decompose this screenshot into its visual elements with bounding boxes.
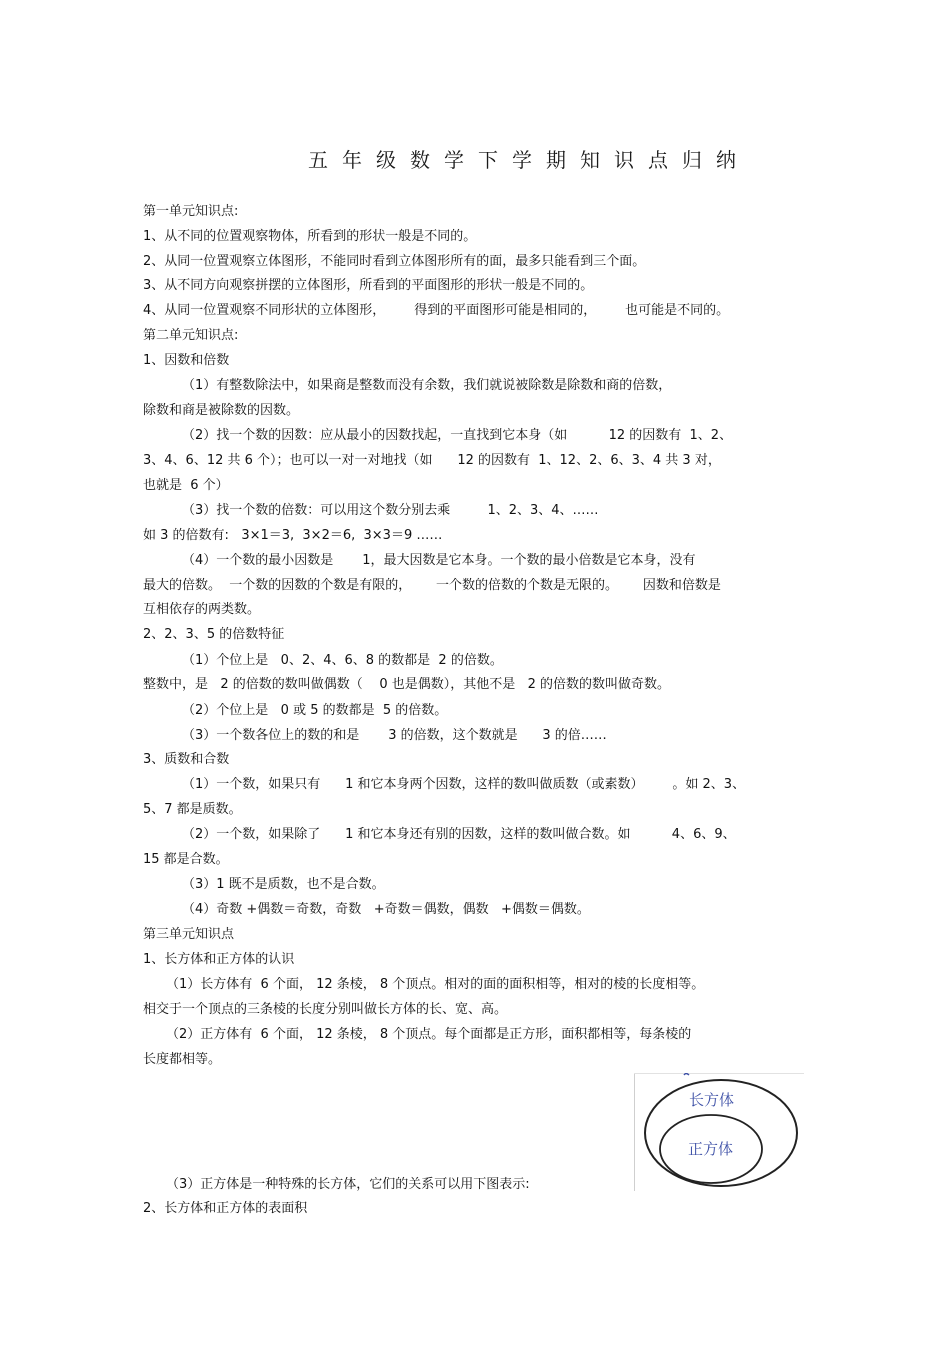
body-line: （3）1 既不是质数，也不是合数。: [182, 877, 385, 892]
body-line: 第二单元知识点:: [143, 328, 239, 343]
diagram-mark: [684, 1074, 689, 1076]
body-line: 3、质数和合数: [143, 752, 230, 767]
body-line: （3）一个数各位上的数的和是 3 的倍数，这个数就是 3 的倍……: [182, 728, 607, 743]
body-line: 相交于一个顶点的三条棱的长度分别叫做长方体的长、宽、高。: [143, 1002, 508, 1017]
body-line: （1）有整数除法中，如果商是整数而没有余数，我们就说被除数是除数和商的倍数，: [182, 378, 672, 393]
body-line: 2、长方体和正方体的表面积: [143, 1201, 308, 1216]
body-line: 第一单元知识点:: [143, 204, 239, 219]
body-line: （2）一个数，如果除了 1 和它本身还有别的因数，这样的数叫做合数。如 4、6、9、: [182, 827, 736, 842]
cuboid-cube-venn-diagram: [634, 1073, 804, 1191]
body-line: （2）找一个数的因数：应从最小的因数找起，一直找到它本身（如 12 的因数有 1、2、: [182, 428, 733, 443]
body-line: （2）个位上是 0 或 5 的数都是 5 的倍数。: [182, 703, 448, 718]
body-line: （3）正方体是一种特殊的长方体，它们的关系可以用下图表示:: [166, 1177, 530, 1192]
body-line: （1）一个数，如果只有 1 和它本身两个因数，这样的数叫做质数（或素数） 。如 2、3、: [182, 777, 746, 792]
body-line: 3、4、6、12 共 6 个）；也可以一对一对地找（如 12 的因数有 1、12、2、6、3、4 共 3 对，: [143, 453, 721, 468]
body-line: （4）奇数 +偶数＝奇数，奇数 +奇数＝偶数，偶数 +偶数＝偶数。: [182, 902, 590, 917]
body-line: 1、因数和倍数: [143, 353, 230, 368]
body-line: 2、从同一位置观察立体图形，不能同时看到立体图形所有的面，最多只能看到三个面。: [143, 254, 646, 269]
body-line: （3）找一个数的倍数：可以用这个数分别去乘 1、2、3、4、……: [182, 503, 599, 518]
body-line: 5、7 都是质数。: [143, 802, 242, 817]
body-line: 整数中，是 2 的倍数的数叫做偶数（ 0 也是偶数），其他不是 2 的倍数的数叫做奇数。: [143, 677, 671, 692]
body-line: 1、长方体和正方体的认识: [143, 952, 295, 967]
body-line: 2、2、3、5 的倍数特征: [143, 627, 285, 642]
body-line: 除数和商是被除数的因数。: [143, 403, 300, 418]
cube-label: 正方体: [688, 1140, 734, 1158]
body-line: 最大的倍数。 一个数的因数的个数是有限的， 一个数的倍数的个数是无限的。 因数和倍数是: [143, 578, 721, 593]
body-line: 互相依存的两类数。: [143, 602, 261, 617]
body-line: （4）一个数的最小因数是 1，最大因数是它本身。一个数的最小倍数是它本身，没有: [182, 553, 696, 568]
body-line: 第三单元知识点: [143, 927, 235, 942]
body-line: 长度都相等。: [143, 1052, 222, 1067]
body-line: （2）正方体有 6 个面， 12 条棱， 8 个顶点。每个面都是正方形，面积都相等，每条棱的: [166, 1027, 692, 1042]
body-line: 1、从不同的位置观察物体，所看到的形状一般是不同的。: [143, 229, 477, 244]
body-line: （1）长方体有 6 个面， 12 条棱， 8 个顶点。相对的面的面积相等，相对的棱的长度相等。: [166, 977, 705, 992]
body-line: 也就是 6 个）: [143, 478, 229, 493]
body-line: 4、从同一位置观察不同形状的立体图形， 得到的平面图形可能是相同的， 也可能是不同的。: [143, 303, 730, 318]
cuboid-label: 长方体: [689, 1091, 735, 1109]
body-line: 15 都是合数。: [143, 852, 229, 867]
body-line: （1）个位上是 0、2、4、6、8 的数都是 2 的倍数。: [182, 653, 503, 668]
page-title: 五年级数学下学期知识点归纳: [308, 148, 750, 172]
body-line: 如 3 的倍数有: 3×1＝3, 3×2＝6, 3×3＝9 ……: [143, 528, 443, 543]
body-line: 3、从不同方向观察拼摆的立体图形，所看到的平面图形的形状一般是不同的。: [143, 278, 594, 293]
